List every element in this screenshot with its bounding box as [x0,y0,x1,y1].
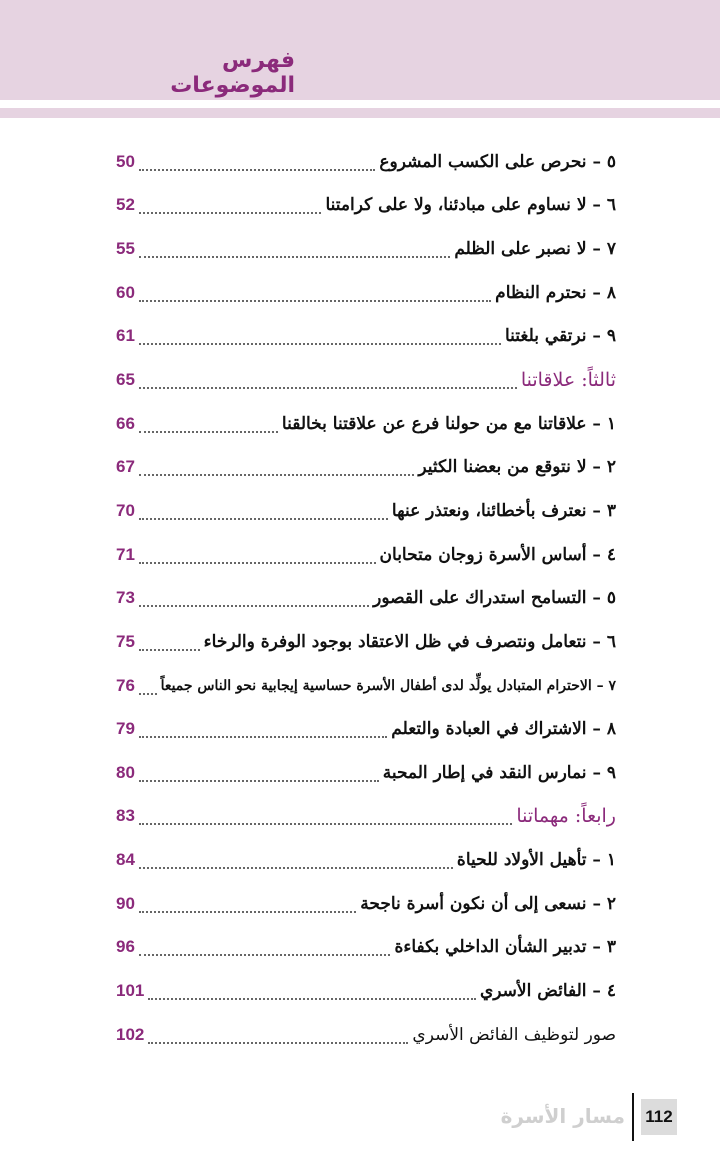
dot-leader [139,693,157,695]
toc-entry-page: 102 [116,1024,145,1044]
toc-entry-title: ٦ – نتعامل ونتصرف في ظل الاعتقاد بوجود الوفرة والرخاء [203,631,616,652]
dot-leader [139,823,512,825]
dot-leader [139,780,379,782]
dot-leader [139,300,491,302]
toc-entry-page: 55 [116,239,135,259]
toc-entry-page: 84 [116,850,135,870]
dot-leader [139,954,391,956]
toc-entry[interactable] [116,969,616,1013]
toc-section-heading[interactable] [116,358,616,402]
toc-entry-page: 67 [116,457,135,477]
toc-entry-title: ٦ – لا نساوم على مبادئنا، ولا على كرامتنا [325,195,616,216]
toc-entry-title: ٤ – أساس الأسرة زوجان متحابان [379,544,616,565]
toc-entry-title: ٨ – الاشتراك في العبادة والتعلم [391,719,616,740]
toc-entry-title: ٥ – التسامح استدراك على القصور [373,588,616,609]
toc-entry[interactable] [116,1013,616,1057]
dot-leader [139,605,369,607]
toc-entry-title: ٢ – لا نتوقع من بعضنا الكثير [418,457,616,478]
dot-leader [139,431,278,433]
dot-leader [139,474,414,476]
dot-leader [139,343,501,345]
toc-entry-page: 61 [116,326,135,346]
toc-entry[interactable] [116,445,616,489]
toc-entry[interactable] [116,533,616,577]
toc-entry-title: ٨ – نحترم النظام [495,282,616,303]
page-title: فهرس الموضوعات [170,48,295,98]
toc-entry-title: ١ – تأهيل الأولاد للحياة [456,850,616,871]
toc-entry-page: 70 [116,500,135,520]
dot-leader [139,736,387,738]
toc-entry-page: 66 [116,413,135,433]
toc-entry-title: ٣ – تدبير الشأن الداخلي بكفاءة [394,937,616,958]
toc-entry-page: 60 [116,282,135,302]
toc-entry-title: ٤ – الفائض الأسري [480,980,616,1001]
book-title: مسار الأسرة [500,1104,625,1128]
dot-leader [139,387,517,389]
footer-divider [632,1093,634,1141]
toc-entry-page: 76 [116,675,135,695]
toc-entry-page: 83 [116,806,135,826]
toc-entry[interactable] [116,926,616,970]
toc-entry[interactable] [116,271,616,315]
toc-entry-title: ٥ – نحرص على الكسب المشروع [379,151,616,172]
toc-entry-page: 75 [116,631,135,651]
toc-entry[interactable] [116,751,616,795]
toc-entry-page: 79 [116,719,135,739]
toc-entry[interactable] [116,184,616,228]
toc-entry-page: 80 [116,762,135,782]
toc-entry-page: 71 [116,544,135,564]
toc-entry[interactable] [116,140,616,184]
toc-entry-page: 52 [116,195,135,215]
dot-leader [139,562,376,564]
table-of-contents [116,140,616,1056]
toc-entry-title: ٣ – نعترف بأخطائنا، ونعتذر عنها [391,500,616,521]
toc-entry[interactable] [116,707,616,751]
toc-section-heading[interactable] [116,795,616,839]
toc-entry[interactable] [116,227,616,271]
toc-entry[interactable] [116,664,616,708]
toc-entry-page: 65 [116,370,135,390]
toc-entry-page: 50 [116,151,135,171]
toc-entry-page: 101 [116,980,145,1000]
dot-leader [148,998,476,1000]
toc-entry[interactable] [116,620,616,664]
toc-entry-page: 73 [116,588,135,608]
toc-entry[interactable] [116,576,616,620]
header-band [0,0,720,100]
dot-leader [148,1042,408,1044]
toc-entry-title: ٩ – نرتقي بلغتنا [504,326,616,347]
dot-leader [139,911,356,913]
page-number: 112 [641,1099,677,1135]
dot-leader [139,256,450,258]
dot-leader [139,867,453,869]
toc-entry-title: ثالثاً: علاقاتنا [520,369,616,392]
toc-entry[interactable] [116,315,616,359]
header-divider [0,100,720,108]
toc-entry-title: ٩ – نمارس النقد في إطار المحبة [382,762,616,783]
toc-entry-page: 90 [116,893,135,913]
toc-entry-title: ٧ – الاحترام المتبادل يولِّد لدى أطفال الأسرة حساسية إيجابية نحو الناس جميعاً [160,677,616,694]
toc-entry[interactable] [116,489,616,533]
toc-entry[interactable] [116,882,616,926]
dot-leader [139,649,200,651]
toc-entry-title: رابعاً: مهماتنا [516,805,616,828]
dot-leader [139,518,388,520]
dot-leader [139,212,322,214]
toc-entry-title: ٧ – لا نصبر على الظلم [454,239,616,260]
toc-entry-title: ٢ – نسعى إلى أن نكون أسرة ناجحة [360,893,616,914]
toc-entry-page: 96 [116,937,135,957]
toc-entry-title: ١ – علاقاتنا مع من حولنا فرع عن علاقتنا بخالقنا [281,413,616,434]
dot-leader [139,169,375,171]
toc-entry[interactable] [116,838,616,882]
toc-entry[interactable] [116,402,616,446]
toc-entry-title: صور لتوظيف الفائض الأسري [412,1024,616,1045]
header-stripe [0,108,720,118]
